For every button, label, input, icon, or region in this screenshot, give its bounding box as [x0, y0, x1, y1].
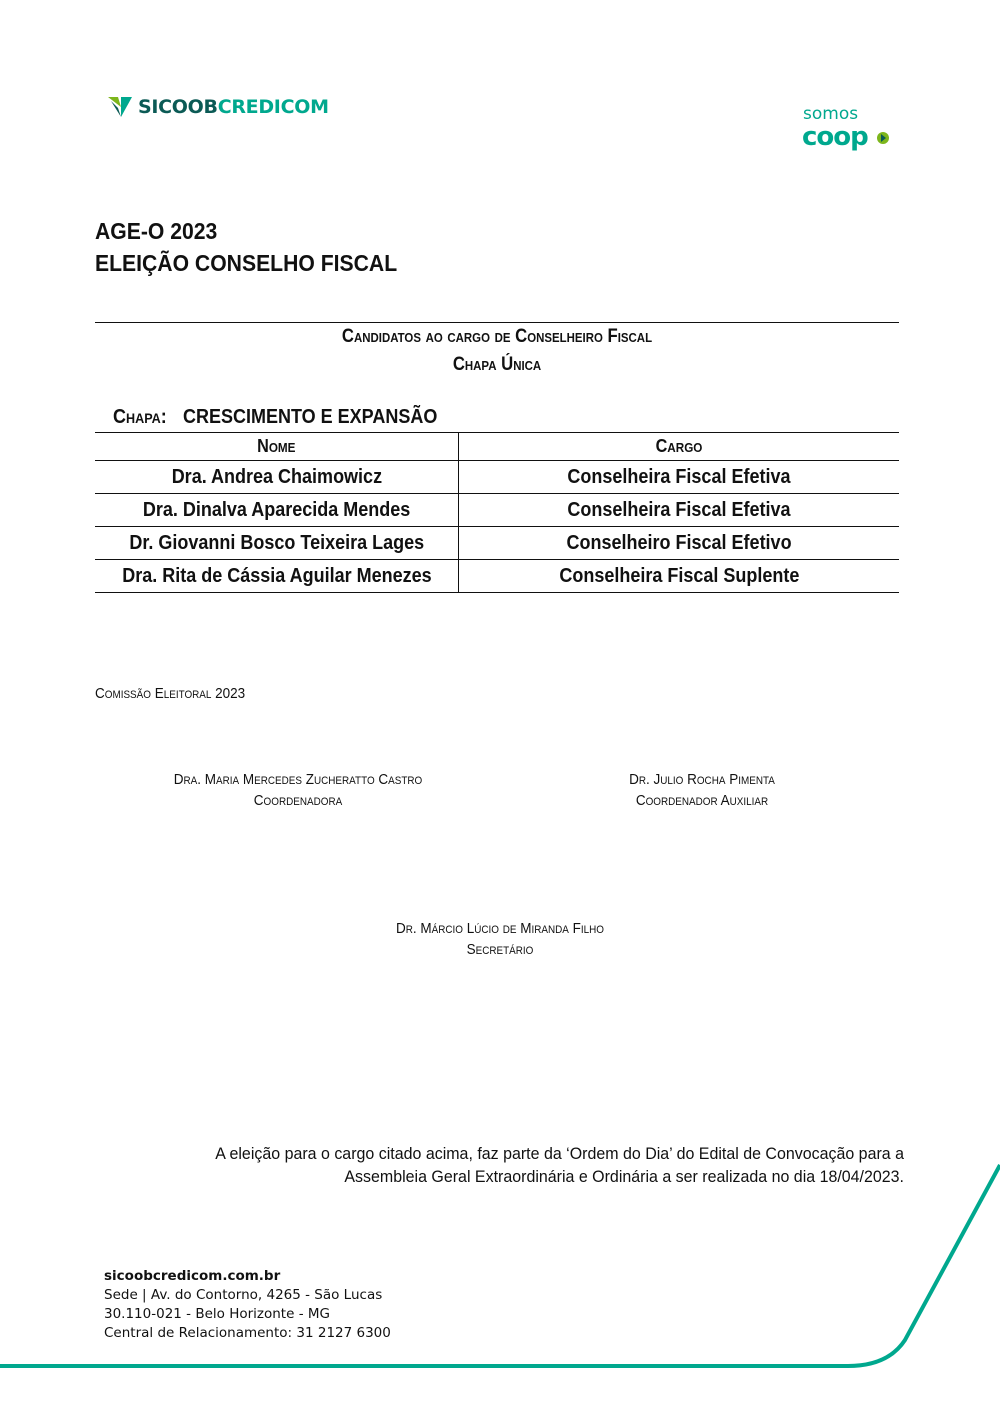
document-title-line1: AGE-O 2023 [95, 218, 218, 244]
candidate-role: Conselheira Fiscal Suplente [558, 564, 800, 587]
brand-name-part1: SICOOB [138, 96, 218, 118]
chapa-label: Chapa: [113, 406, 167, 428]
chapa-heading [113, 406, 437, 429]
table-row [95, 494, 899, 527]
signatory-name: Dra. Maria Mercedes Zucheratto Castro [173, 771, 423, 788]
footer-phone: Central de Relacionamento: 31 2127 6300 [104, 1325, 391, 1341]
section-subtitle: Candidatos ao cargo de Conselheiro Fiscal [341, 326, 653, 347]
signatory-role: Secretário [466, 941, 534, 958]
closing-line: Assembleia Geral Extraordinária e Ordinária a ser realizada no dia 18/04/2023. [344, 1167, 905, 1186]
table-row [95, 527, 899, 560]
signatory-name: Dr. Márcio Lúcio de Miranda Filho [395, 920, 605, 937]
footer-website: sicoobcredicom.com.br [104, 1268, 281, 1284]
footer-address: Sede | Av. do Contorno, 4265 - São Lucas [104, 1287, 383, 1303]
candidate-role: Conselheira Fiscal Efetiva [567, 465, 791, 488]
document-title-line2: ELEIÇÃO CONSELHO FISCAL [95, 250, 398, 276]
table-header-row [95, 433, 899, 461]
section-subtitle-chapa: Chapa Única [452, 354, 542, 375]
somos-coop-logo [800, 104, 896, 156]
candidate-name: Dra. Dinalva Aparecida Mendes [95, 494, 459, 527]
candidate-role: Conselheiro Fiscal Efetivo [566, 531, 792, 554]
candidate-name: Dra. Rita de Cássia Aguilar Menezes [95, 560, 459, 593]
signatory-coordinator [147, 769, 449, 811]
section-divider [95, 322, 899, 323]
signatory-role: Coordenador Auxiliar [635, 792, 769, 809]
coop-arrow-icon [876, 131, 890, 145]
table-row [95, 461, 899, 494]
closing-line: A eleição para o cargo citado acima, faz parte da ‘Ordem do Dia’ do Edital de Convocação para a [215, 1144, 904, 1163]
signatory-name: Dr. Julio Rocha Pimenta [629, 771, 775, 788]
header-name: Nome [95, 433, 459, 461]
brand-name-part2: CREDICOM [217, 96, 329, 118]
commission-label: Comissão Eleitoral 2023 [95, 685, 246, 702]
candidate-name: Dr. Giovanni Bosco Teixeira Lages [95, 527, 459, 560]
signatory-secretary [347, 918, 653, 960]
candidate-name: Dra. Andrea Chaimowicz [95, 461, 459, 494]
closing-paragraph [195, 1142, 904, 1188]
footer-contact [104, 1267, 391, 1343]
candidate-role: Conselheira Fiscal Efetiva [567, 498, 791, 521]
coop-text: coop [802, 122, 868, 152]
table-row [95, 560, 899, 593]
header-role: Cargo [655, 436, 703, 456]
sicoob-credicom-logo [108, 96, 329, 118]
signatory-role: Coordenadora [253, 792, 343, 809]
signatory-assistant [574, 769, 830, 811]
candidates-table [95, 432, 899, 593]
sicoob-logo-icon [108, 96, 134, 118]
footer-city: 30.110-021 - Belo Horizonte - MG [104, 1306, 330, 1322]
somos-text: somos [803, 104, 859, 124]
chapa-name: CRESCIMENTO E EXPANSÃO [182, 406, 438, 428]
